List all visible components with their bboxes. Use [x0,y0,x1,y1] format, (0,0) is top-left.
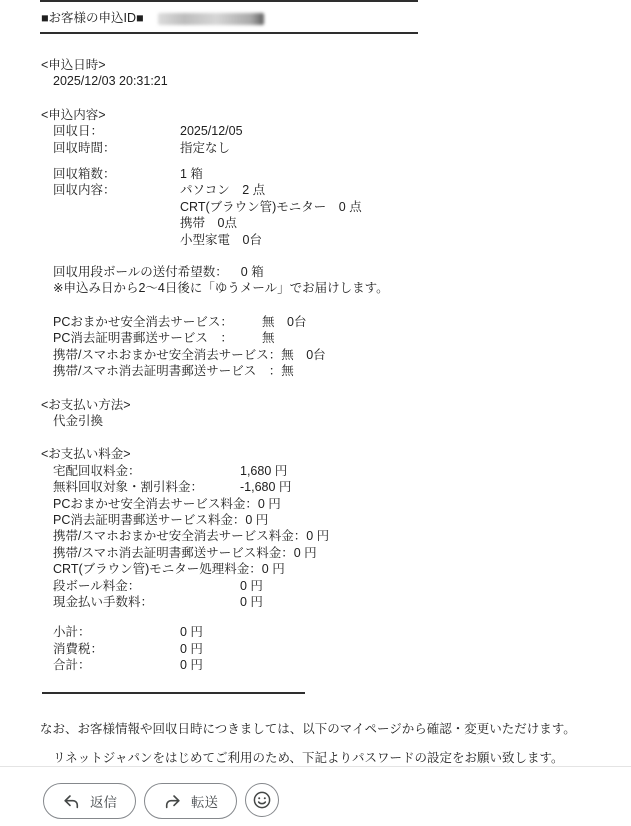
reply-icon [62,792,81,811]
total-label: 小計： [53,625,91,640]
total-label: 合計： [53,658,91,673]
fee-value: 1,680 円 [240,463,288,478]
total-row-grand-total [0,657,631,673]
kv-value: 携帯 0点 [180,216,237,231]
fee-row-crt [0,561,631,577]
total-label: 消費税： [53,641,104,656]
fee-row-pc-erase [0,496,631,512]
section-heading-apply-datetime: <申込日時> [41,58,106,72]
fee-row-pc-certificate [0,512,631,528]
forward-button[interactable] [144,783,237,819]
section-heading-payment-fees: <お支払い料金> [41,447,131,462]
header-top-rule [40,0,418,2]
total-row-subtotal [0,624,631,640]
service-value: 無 0台 [262,314,307,329]
fee-label: 携帯/スマホ消去証明書郵送サービス料金： [53,545,294,560]
service-label: 携帯/スマホおまかせ安全消去サービス： [53,347,282,362]
kv-value: 2025/12/05 [180,124,243,139]
customer-id-line [41,10,631,27]
kv-label [53,232,180,248]
kv-value: CRT(ブラウン管)モニター 0 点 [180,199,362,214]
fee-label: CRT(ブラウン管)モニター処理料金： [53,562,262,577]
total-value: 0 円 [180,625,203,640]
service-value: 無 0台 [281,347,326,362]
total-value: 0 円 [180,658,203,673]
fee-value: 0 円 [293,545,317,560]
kv-value: 1 箱 [180,167,203,182]
body-end-rule [42,692,305,694]
customer-id-label: ■お客様の申込ID■ [41,11,144,26]
fee-row-mobile-erase [0,528,631,544]
fee-label: 無料回収対象・割引料金： [53,480,204,495]
kv-value: 指定なし [180,140,231,155]
cardboard-note: ※申込み日から2〜4日後に「ゆうメール」でお届けします。 [53,281,389,296]
reply-button[interactable] [43,783,136,819]
footer-note-mypage: なお、お客様情報や回収日時につきましては、以下のマイページから確認・変更いただけます。 [40,721,576,736]
forward-icon [163,792,182,811]
message-action-bar [0,766,631,826]
kv-row-item-appliance [0,232,631,248]
service-value: 無 [281,364,294,379]
kv-label: 回収日： [53,124,104,139]
kv-label: 回収箱数： [53,167,116,182]
fee-row-cash-handling [0,594,631,610]
add-reaction-button[interactable] [245,783,279,817]
fee-value: 0 円 [261,562,285,577]
kv-row-item-mobile [0,215,631,231]
kv-value: 小型家電 0台 [180,232,262,247]
kv-label [53,215,180,231]
fee-row-mobile-certificate [0,545,631,561]
fee-label: PCおまかせ安全消去サービス料金： [53,496,258,511]
fee-label: 現金払い手数料： [53,594,154,609]
service-row-pc-certificate [0,330,631,346]
footer-note-password: リネットジャパンをはじめてご利用のため、下記よりパスワードの設定をお願い致します。 [53,751,564,765]
emoji-smile-icon [252,790,272,810]
fee-row-delivery [0,463,631,479]
service-row-mobile-erase [0,347,631,363]
kv-row-item-crt [0,199,631,215]
customer-id-redacted-blur [158,13,264,25]
fee-value: 0 円 [257,496,281,511]
kv-label [53,199,180,215]
fee-label: 宅配回収料金： [53,463,141,478]
service-label: 携帯/スマホ消去証明書郵送サービス ： [53,364,282,379]
header-bottom-rule [40,32,418,34]
kv-row-pickup-items [0,182,631,198]
service-row-mobile-certificate [0,363,631,379]
fee-label: 携帯/スマホおまかせ安全消去サービス料金： [53,529,307,544]
kv-row-cardboard [0,264,631,280]
kv-row-box-count [0,166,631,182]
total-row-tax [0,641,631,657]
fee-value: 0 円 [245,512,269,527]
kv-value: 0 箱 [240,265,264,280]
payment-method-value: 代金引換 [53,413,104,428]
service-value: 無 [262,331,275,346]
forward-label: 転送 [191,795,218,810]
fee-label: 段ボール料金： [53,578,141,593]
kv-row-pickup-time [0,140,631,156]
fee-row-discount [0,479,631,495]
apply-datetime-value: 2025/12/03 20:31:21 [53,74,168,89]
total-value: 0 円 [180,641,203,656]
fee-value: 0 円 [240,594,263,609]
kv-value: パソコン 2 点 [180,183,266,198]
service-row-pc-erase [0,314,631,330]
kv-row-pickup-date [0,123,631,139]
service-label: PC消去証明書郵送サービス ： [53,331,233,346]
section-heading-payment-method: <お支払い方法> [41,397,131,412]
reply-label: 返信 [90,795,117,810]
fee-row-cardboard [0,578,631,594]
section-heading-apply-content: <申込内容> [41,107,106,122]
fee-value: 0 円 [240,578,263,593]
fee-label: PC消去証明書郵送サービス料金： [53,512,246,527]
service-label: PCおまかせ安全消去サービス： [53,314,233,329]
kv-label: 回収内容： [53,183,116,198]
fee-value: -1,680 円 [240,480,292,495]
kv-label: 回収用段ボールの送付希望数： [53,265,228,280]
kv-label: 回収時間： [53,140,116,155]
fee-value: 0 円 [306,529,330,544]
